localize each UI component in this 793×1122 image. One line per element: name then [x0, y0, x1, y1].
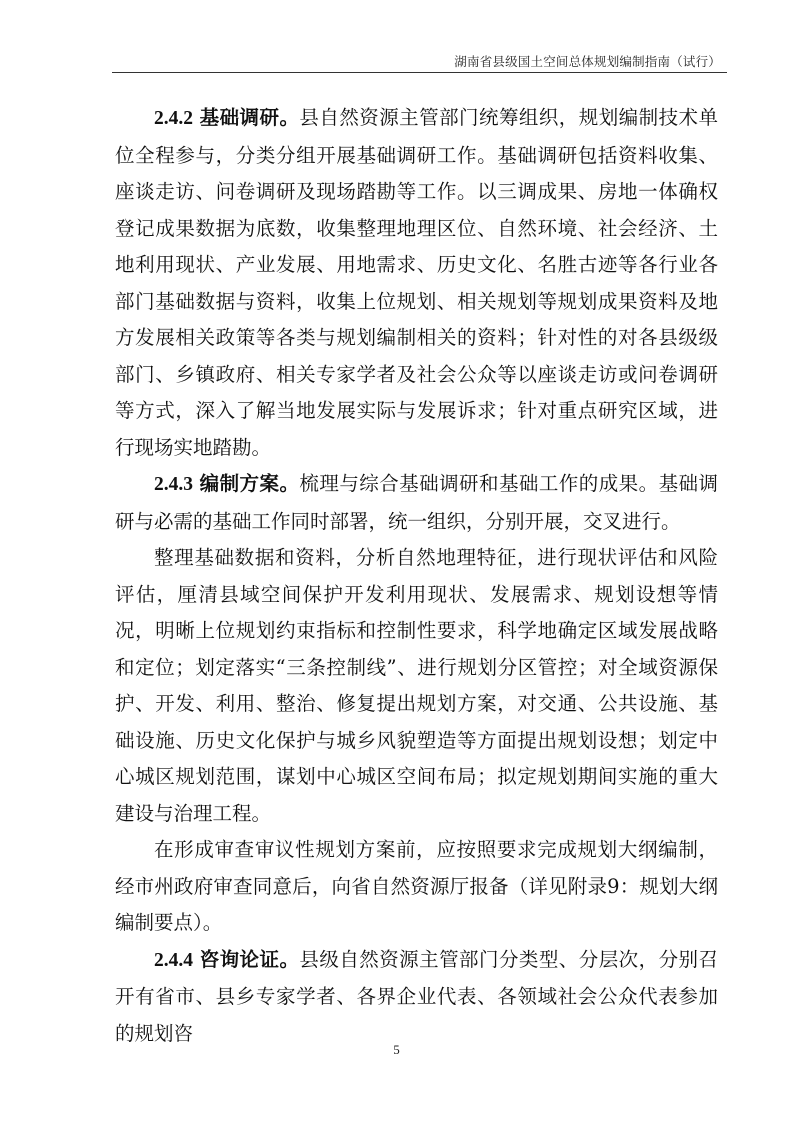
section-text: 梳理与综合基础调研和基础工作的成果。基础调研与必需的基础工作同时部署，统一组织，分别开展，交叉进行。 [115, 472, 718, 533]
section-number: 2.4.3 [154, 474, 193, 495]
paragraph-body: 在形成审查审议性规划方案前，应按照要求完成规划大纲编制，经市州政府审查同意后，向省自然资源厅报备（详见附录9：规划大纲编制要点）。 [115, 838, 718, 934]
section-number: 2.4.4 [154, 949, 193, 971]
section-number: 2.4.2 [154, 108, 193, 129]
section-title: 咨询论证。 [199, 947, 300, 971]
paragraph-section-2-4-2 [115, 100, 718, 466]
section-title: 编制方案。 [199, 472, 300, 495]
running-header: 湖南省县级国土空间总体规划编制指南（试行） [454, 54, 721, 69]
section-text: 县级自然资源主管部门分类型、分层次，分别召开有省市、县乡专家学者、各界企业代表、各领域社会公众代表参加的规划咨 [115, 947, 718, 1045]
paragraph-section-2-4-4 [115, 942, 718, 1053]
paragraph-body: 整理基础数据和资料，分析自然地理特征，进行现状评估和风险评估，厘清县域空间保护开发利用现状、发展需求、规划设想等情况，明晰上位规划约束指标和控制性要求，科学地确定区域发展战略和定位；划定落实“三条控制线”、进行规划分区管控；对全域资源保护、开发、利用、整治、修复提出规划方案，对交通、公共设施、基础设施、历史文化保护与城乡风貌塑造等方面提出规划设想；划定中心城区规划范围，谋划中心城区空间布局；拟定规划期间实施的重大建设与治理工程。 [115, 546, 718, 825]
document-body [115, 100, 718, 1052]
section-text: 县自然资源主管部门统筹组织，规划编制技术单位全程参与，分类分组开展基础调研工作。基础调研包括资料收集、座谈走访、问卷调研及现场踏勘等工作。以三调成果、房地一体确权登记成果数据为底数，收集整理地理区位、自然环境、社会经济、土地利用现状、产业发展、用地需求、历史文化、名胜古迹等各行业各部门基础数据与资料，收集上位规划、相关规划等规划成果资料及地方发展相关政策等各类与规划编制相关的资料；针对性的对各县级级部门、乡镇政府、相关专家学者及社会公众等以座谈走访或问卷调研等方式，深入了解当地发展实际与发展诉求；针对重点研究区域，进行现场实地踏勘。 [115, 106, 718, 459]
header-divider [112, 72, 727, 73]
section-title: 基础调研。 [199, 106, 300, 129]
paragraph-section-2-4-3 [115, 466, 718, 540]
page-number: 5 [393, 1042, 400, 1057]
